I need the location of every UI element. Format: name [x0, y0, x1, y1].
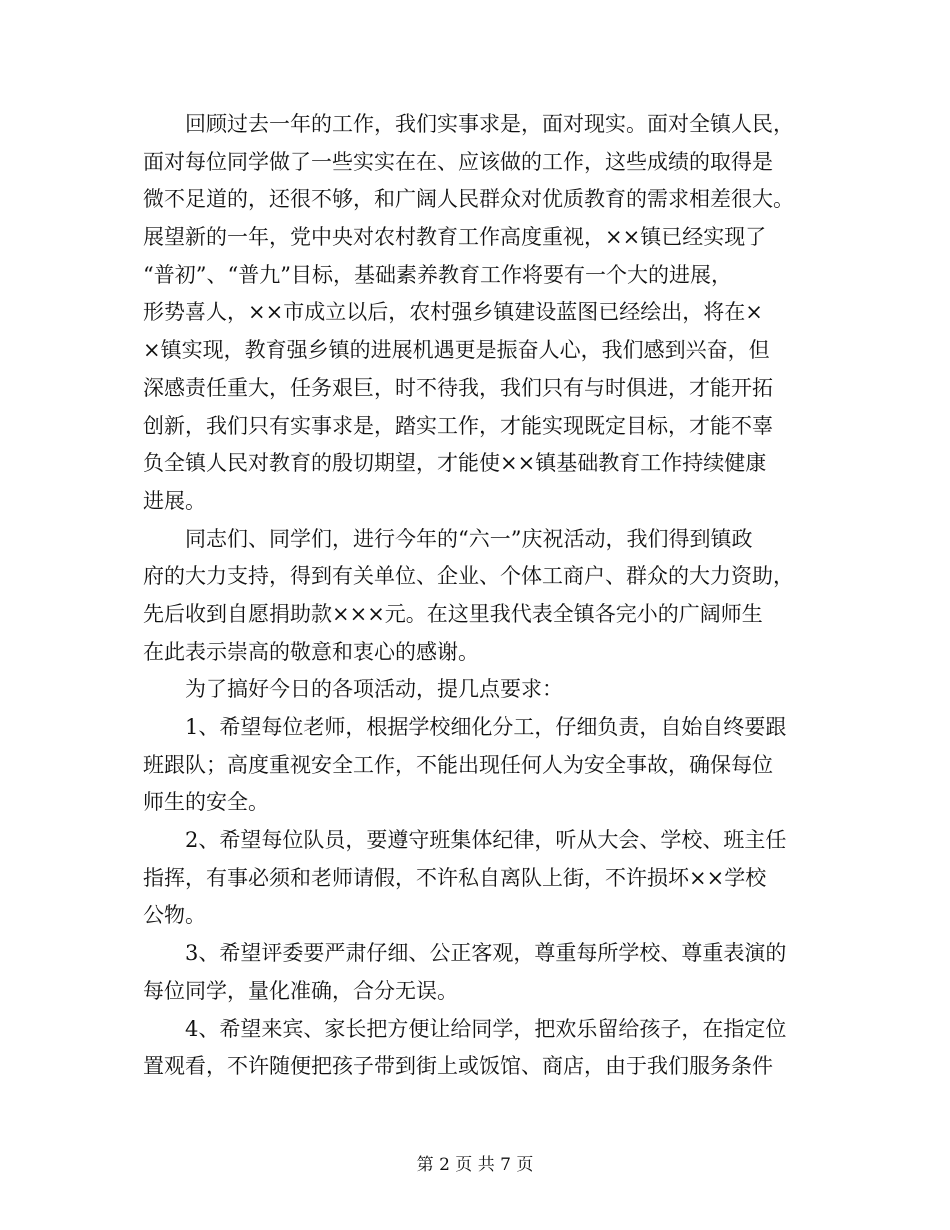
- text-line: ×镇实现，教育强乡镇的进展机遇更是振奋人心，我们感到兴奋，但: [143, 338, 770, 363]
- text-line: 进展。: [143, 488, 206, 513]
- text-line: 展望新的一年，党中央对农村教育工作高度重视，××镇已经实现了: [143, 225, 767, 250]
- text-line: 指挥，有事必须和老师请假，不许私自离队上街，不许损坏××学校: [143, 865, 767, 890]
- text-line: 4、希望来宾、家长把方便让给同学，把欢乐留给孩子，在指定位: [143, 1016, 787, 1041]
- text-line: 回顾过去一年的工作，我们实事求是，面对现实。面对全镇人民，: [143, 112, 794, 136]
- body-text: [143, 106, 805, 1086]
- text-line: 班跟队；高度重视安全工作，不能出现任何人为安全事故，确保每位: [143, 752, 773, 777]
- text-line: 3、希望评委要严肃仔细、公正客观，尊重每所学校、尊重表演的: [143, 941, 787, 966]
- text-line: 置观看，不许随便把孩子带到街上或饭馆、商店，由于我们服务条件: [143, 1054, 773, 1079]
- text-line: “普初”、“普九”目标，基础素养教育工作将要有一个大的进展，: [143, 262, 732, 287]
- text-line: 形势喜人，××市成立以后，农村强乡镇建设蓝图已经绘出，将在×: [143, 300, 763, 325]
- text-line: 微不足道的，还很不够，和广阔人民群众对优质教育的需求相差很大。: [143, 187, 794, 212]
- text-line: 每位同学，量化准确，合分无误。: [143, 978, 458, 1003]
- text-line: 为了搞好今日的各项活动，提几点要求：: [143, 677, 563, 702]
- text-line: 公物。: [143, 903, 206, 928]
- text-line: 1、希望每位老师，根据学校细化分工，仔细负责，自始自终要跟: [143, 715, 787, 739]
- text-line: 府的大力支持，得到有关单位、企业、个体工商户、群众的大力资助，: [143, 564, 794, 589]
- text-line: 先后收到自愿捐助款×××元。在这里我代表全镇各完小的广阔师生: [143, 601, 763, 626]
- text-line: 在此表示崇高的敬意和衷心的感谢。: [143, 639, 479, 664]
- text-line: 同志们、同学们，进行今年的“六一”庆祝活动，我们得到镇政: [143, 526, 753, 551]
- text-line: 创新，我们只有实事求是，踏实工作，才能实现既定目标，才能不辜: [143, 413, 773, 438]
- text-line: 负全镇人民对教育的殷切期望，才能使××镇基础教育工作持续健康: [143, 451, 767, 476]
- text-line: 面对每位同学做了一些实实在在、应该做的工作，这些成绩的取得是: [143, 149, 773, 174]
- text-line: 2、希望每位队员，要遵守班集体纪律，听从大会、学校、班主任: [143, 828, 787, 853]
- text-line: 深感责任重大，任务艰巨，时不待我，我们只有与时俱进，才能开拓: [143, 375, 773, 400]
- text-line: 师生的安全。: [143, 790, 269, 815]
- page-footer: 第 2 页 共 7 页: [416, 1155, 534, 1175]
